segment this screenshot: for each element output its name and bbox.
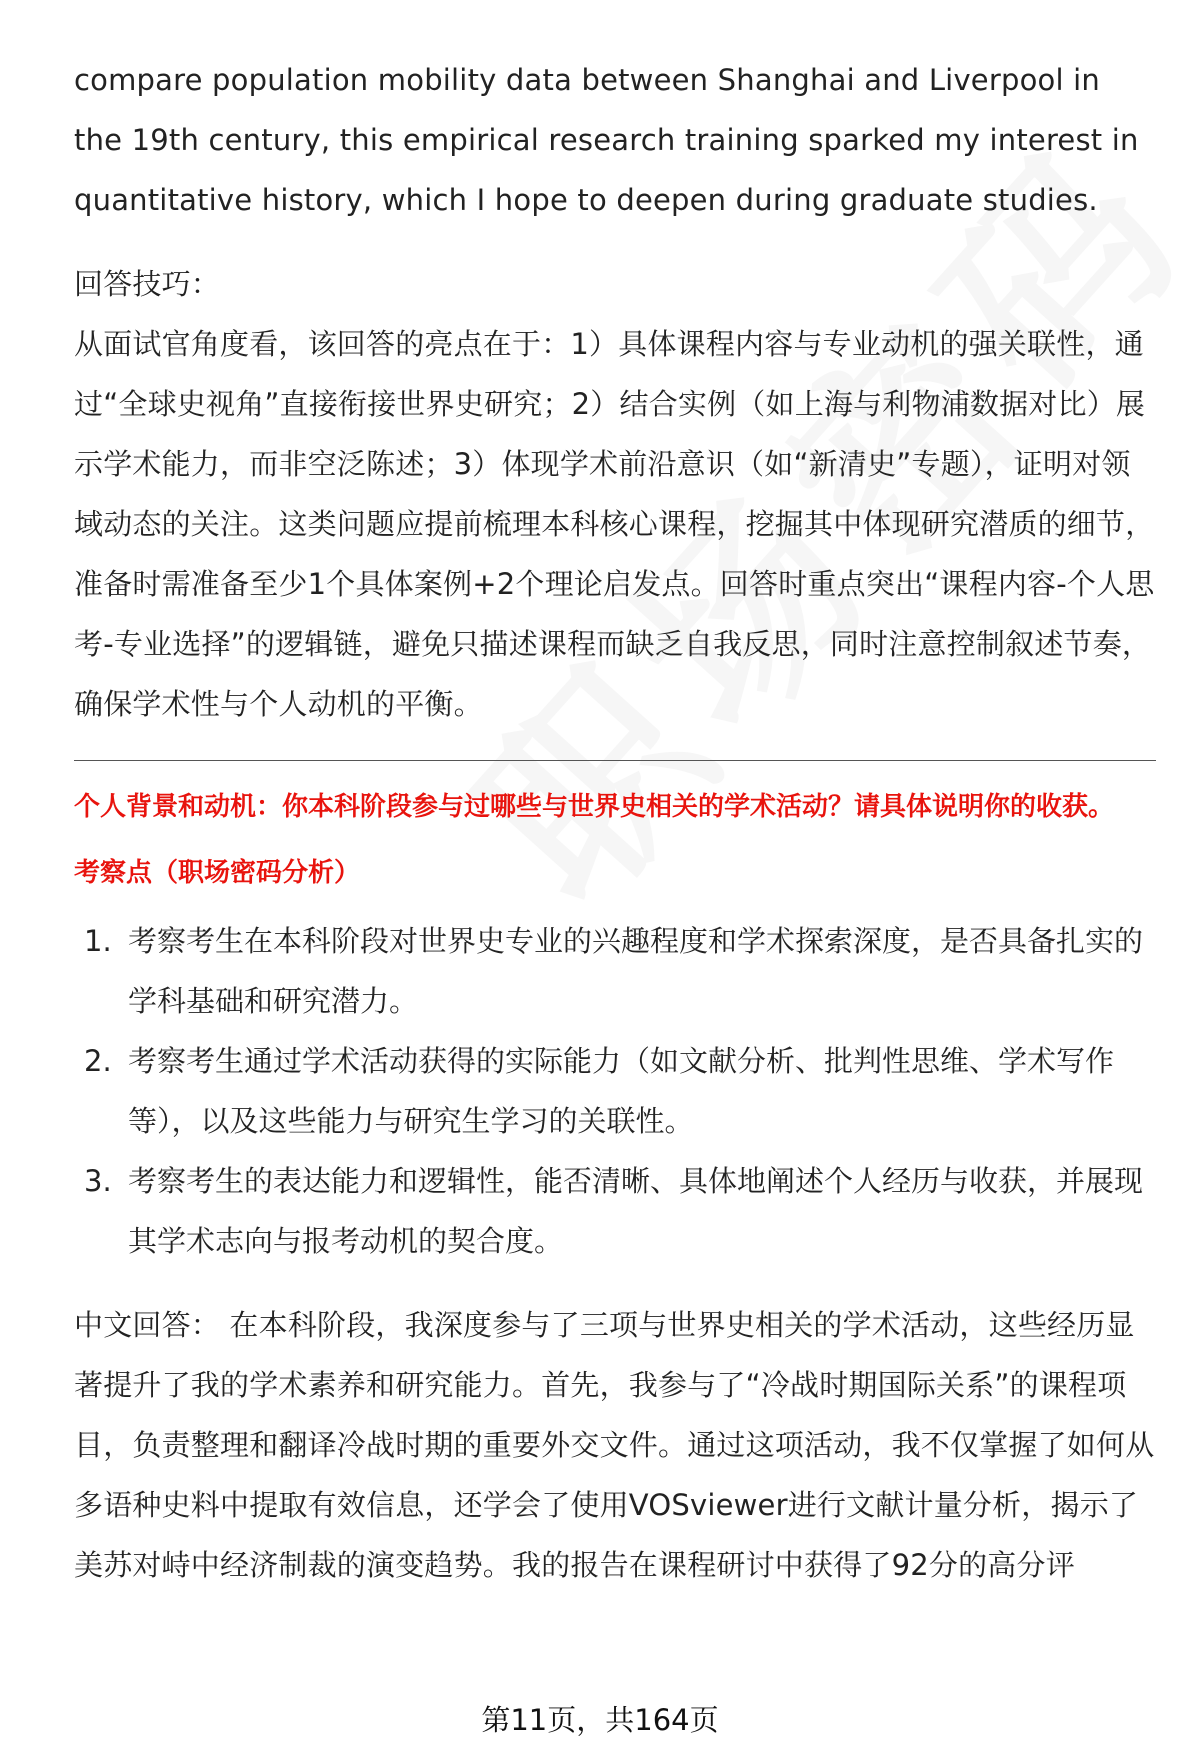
tips-paragraph: 从面试官角度看，该回答的亮点在于：1）具体课程内容与专业动机的强关联性，通过“全球史视角”直接衔接世界史研究；2）结合实例（如上海与利物浦数据对比）展示学术能力，而非空泛陈述；3）体现学术前沿意识（如“新清史”专题），证明对领域动态的关注。这类问题应提前梳理本科核心课程，挖掘其中体现研究潜质的细节，准备时需准备至少1个具体案例+2个理论启发点。回答时重点突出“课程内容-个人思考-专业选择”的逻辑链，避免只描述课程而缺乏自我反思，同时注意控制叙述节奏，确保学术性与个人动机的平衡。 <box>74 327 1155 721</box>
list-item-number: 3. <box>84 1164 112 1198</box>
list-item-number: 2. <box>84 1044 112 1078</box>
list-item <box>74 911 1156 1031</box>
intro-paragraph: compare population mobility data between Shanghai and Liverpool in the 19th century, this empirical research training sparked my interest in quantitative history, which I hope to deepen during graduate studies. <box>74 63 1139 217</box>
document-page <box>74 50 1156 1595</box>
list-item-number: 1. <box>84 924 112 958</box>
question-title: 个人背景和动机：你本科阶段参与过哪些与世界史相关的学术活动？请具体说明你的收获。 <box>74 792 1115 822</box>
list-item-text: 考察考生的表达能力和逻辑性，能否清晰、具体地阐述个人经历与收获，并展现其学术志向与报考动机的契合度。 <box>128 1164 1144 1258</box>
list-item <box>74 1151 1156 1271</box>
section-divider <box>74 760 1156 761</box>
list-item-text: 考察考生在本科阶段对世界史专业的兴趣程度和学术探索深度，是否具备扎实的学科基础和研究潜力。 <box>128 924 1144 1018</box>
list-item-text: 考察考生通过学术活动获得的实际能力（如文献分析、批判性思维、学术写作等），以及这些能力与研究生学习的关联性。 <box>128 1044 1115 1138</box>
list-item <box>74 1031 1156 1151</box>
tips-label: 回答技巧： <box>74 267 221 301</box>
answer-paragraph: 中文回答： 在本科阶段，我深度参与了三项与世界史相关的学术活动，这些经历显著提升了我的学术素养和研究能力。首先，我参与了“冷战时期国际关系”的课程项目，负责整理和翻译冷战时期的重要外交文件。通过这项活动，我不仅掌握了如何从多语种史料中提取有效信息，还学会了使用VOSviewer进行文献计量分析，揭示了美苏对峙中经济制裁的演变趋势。我的报告在课程研讨中获得了92分的高分评 <box>74 1308 1155 1582</box>
assessment-points-list <box>74 911 1156 1271</box>
page-number: 第11页，共164页 <box>481 1703 719 1737</box>
assessment-points-heading: 考察点（职场密码分析） <box>74 858 361 888</box>
